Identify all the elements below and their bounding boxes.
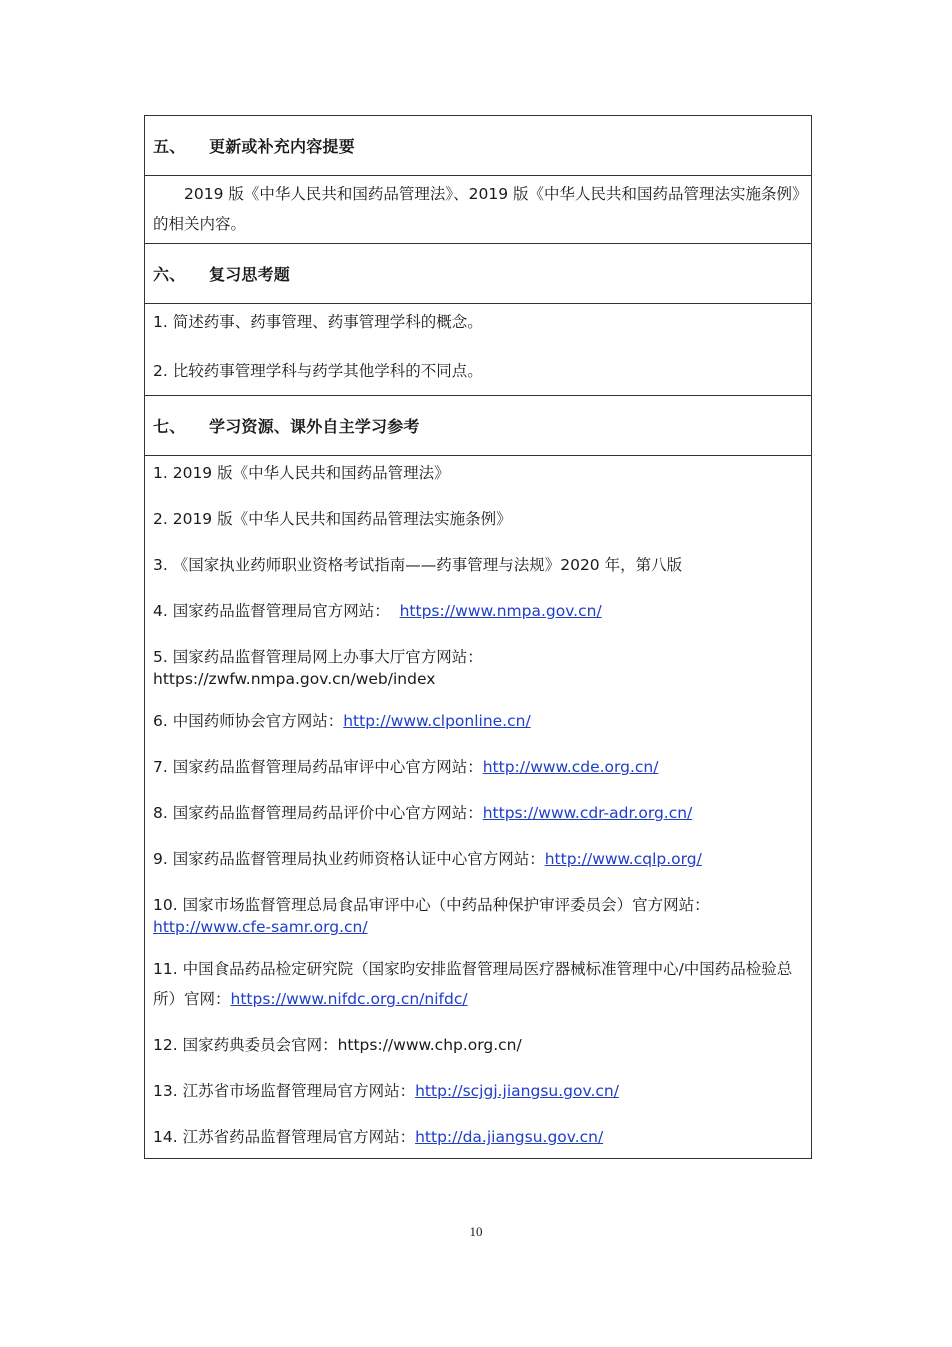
resource-text: 8. 国家药品监督管理局药品评价中心官方网站： <box>153 804 483 822</box>
resource-item <box>153 706 803 736</box>
section-5-body <box>145 176 811 244</box>
section-6-body <box>145 304 811 396</box>
resource-text: 5. 国家药品监督管理局网上办事大厅官方网站： <box>153 648 483 666</box>
resource-text: 1. 2019 版《中华人民共和国药品管理法》 <box>153 464 450 482</box>
resource-item <box>153 1076 803 1106</box>
cde-link[interactable]: http://www.cde.org.cn/ <box>482 758 659 776</box>
resource-item <box>153 550 803 580</box>
resource-text: 9. 国家药品监督管理局执业药师资格认证中心官方网站： <box>153 850 545 868</box>
resource-text: 10. 国家市场监督管理总局食品审评中心（中药品种保护审评委员会）官方网站： <box>153 896 710 914</box>
resource-item <box>153 458 803 488</box>
resource-text: 14. 江苏省药品监督管理局官方网站： <box>153 1128 416 1146</box>
resource-text: 3. 《国家执业药师职业资格考试指南——药事管理与法规》2020 年，第八版 <box>153 556 683 574</box>
jiangsu-scjgj-link[interactable]: http://scjgj.jiangsu.gov.cn/ <box>415 1082 619 1100</box>
resource-text: 6. 中国药师协会官方网站： <box>153 712 344 730</box>
content-table <box>144 115 812 1159</box>
cqlp-link[interactable]: http://www.cqlp.org/ <box>544 850 702 868</box>
resource-text: 13. 江苏省市场监督管理局官方网站： <box>153 1082 416 1100</box>
resource-item <box>153 642 803 690</box>
resource-text: 2. 2019 版《中华人民共和国药品管理法实施条例》 <box>153 510 512 528</box>
nifdc-link[interactable]: https://www.nifdc.org.cn/nifdc/ <box>230 990 468 1008</box>
resource-item <box>153 752 803 782</box>
resource-text: 11. 中国食品药品检定研究院（国家昀安排监督管理局医疗器械标准管理中心/中国药品检验总所）官网： <box>153 960 793 1008</box>
question-item: 1. 简述药事、药事管理、药事管理学科的概念。 <box>153 313 483 331</box>
resource-text: 7. 国家药品监督管理局药品审评中心官方网站： <box>153 758 483 776</box>
section-5-header <box>145 116 811 176</box>
section-5-number: 五、 <box>153 137 186 156</box>
section-6-header <box>145 244 811 304</box>
cfe-samr-link[interactable]: http://www.cfe-samr.org.cn/ <box>153 918 368 936</box>
section-5-title: 更新或补充内容提要 <box>209 137 355 156</box>
cdr-adr-link[interactable]: https://www.cdr-adr.org.cn/ <box>482 804 693 822</box>
section-6-title: 复习思考题 <box>209 265 291 284</box>
section-7-body <box>145 456 811 1158</box>
page-number: 10 <box>469 1224 483 1239</box>
resource-item <box>153 1030 803 1060</box>
resource-item <box>153 954 803 1014</box>
resource-item <box>153 798 803 828</box>
nmpa-link[interactable]: https://www.nmpa.gov.cn/ <box>399 602 602 620</box>
question-item: 2. 比较药事管理学科与药学其他学科的不同点。 <box>153 362 483 380</box>
clponline-link[interactable]: http://www.clponline.cn/ <box>343 712 531 730</box>
chp-url-text: https://www.chp.org.cn/ <box>337 1036 522 1054</box>
resource-text: 4. 国家药品监督管理局官方网站： <box>153 602 390 620</box>
section-6-number: 六、 <box>153 265 186 284</box>
section-5-paragraph: 2019 版《中华人民共和国药品管理法》、2019 版《中华人民共和国药品管理法实施条例》的相关内容。 <box>153 185 800 233</box>
section-7-title: 学习资源、课外自主学习参考 <box>209 417 420 436</box>
zwfw-url-text: https://zwfw.nmpa.gov.cn/web/index <box>153 670 436 688</box>
resource-item <box>153 844 803 874</box>
resource-text: 12. 国家药典委员会官网： <box>153 1036 338 1054</box>
resource-item <box>153 596 803 626</box>
section-7-header <box>145 396 811 456</box>
resource-item <box>153 890 803 938</box>
jiangsu-da-link[interactable]: http://da.jiangsu.gov.cn/ <box>415 1128 604 1146</box>
resource-item <box>153 1122 803 1152</box>
section-7-number: 七、 <box>153 417 186 436</box>
resource-item <box>153 504 803 534</box>
